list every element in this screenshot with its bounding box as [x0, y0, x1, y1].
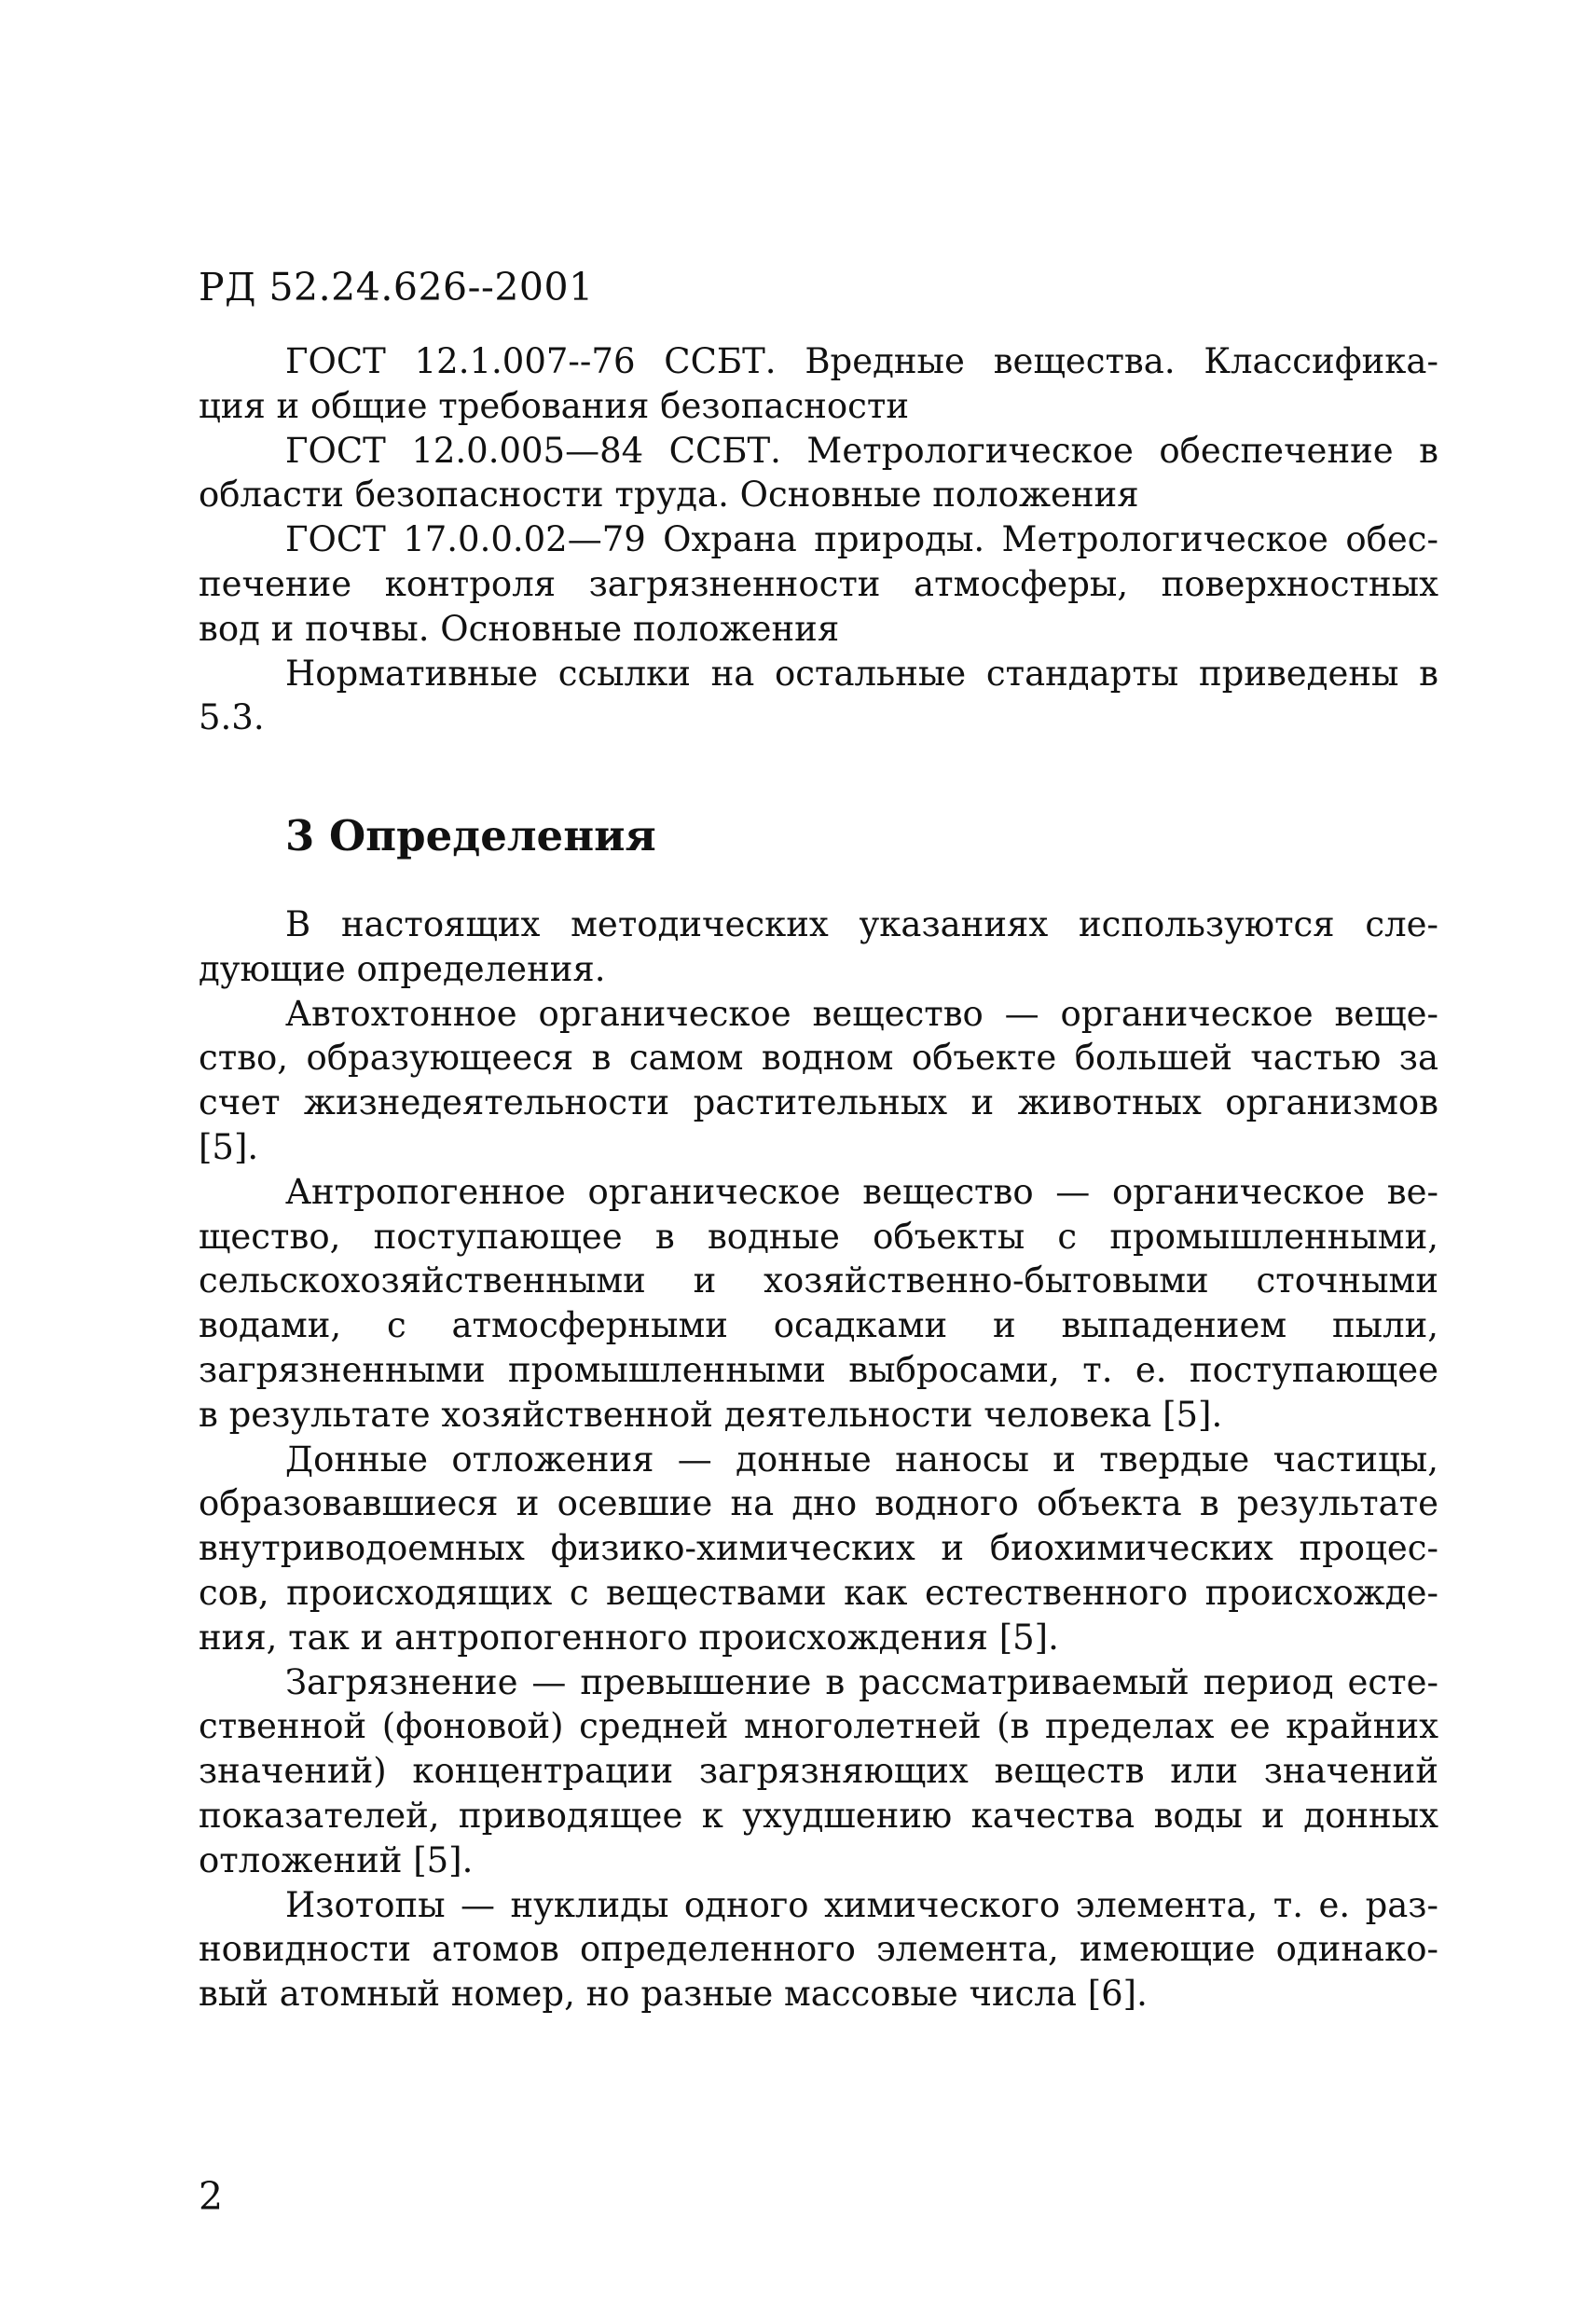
- paragraph: [199, 652, 1438, 741]
- text-line: [5].: [199, 1126, 259, 1167]
- text-line: загрязненными промышленными выбросами, т. е. поступающее: [199, 1349, 1438, 1390]
- text-line: ния, так и антропогенного происхождения [5].: [199, 1617, 1059, 1658]
- text-line: ция и общие требования безопасности: [199, 385, 910, 426]
- document-header: РД 52.24.626--2001: [199, 265, 594, 310]
- paragraph: [199, 992, 1438, 1170]
- text-line: сельскохозяйственными и хозяйственно-бытовыми сточными: [199, 1260, 1438, 1301]
- text-line: значений) концентрации загрязняющих веществ или значений: [199, 1751, 1438, 1792]
- paragraph: [199, 429, 1438, 518]
- text-line: ство, образующееся в самом водном объекте большей частью за: [199, 1038, 1438, 1079]
- text-line: ГОСТ 12.0.005—84 ССБТ. Метрологическое обеспечение в: [285, 430, 1438, 471]
- text-line: в результате хозяйственной деятельности человека [5].: [199, 1394, 1223, 1435]
- text-line: области безопасности труда. Основные положения: [199, 475, 1139, 516]
- text-line: водами, с атмосферными осадками и выпадением пыли,: [199, 1305, 1438, 1346]
- paragraph: [199, 1170, 1438, 1438]
- text-line: внутриводоемных физико-химических и биохимических процес-: [199, 1528, 1438, 1569]
- paragraph: [199, 902, 1438, 992]
- normative-references: [199, 339, 1438, 740]
- paragraph: [199, 1883, 1438, 2017]
- text-line: вод и почвы. Основные положения: [199, 608, 840, 649]
- paragraph: [199, 1438, 1438, 1660]
- paragraph: [199, 517, 1438, 651]
- text-line: печение контроля загрязненности атмосферы, поверхностных: [199, 563, 1438, 604]
- text-line: дующие определения.: [199, 948, 606, 989]
- paragraph: [199, 339, 1438, 429]
- text-line: В настоящих методических указаниях используются сле-: [285, 904, 1438, 944]
- text-line: Автохтонное органическое вещество — органическое веще-: [285, 993, 1438, 1034]
- text-line: отложений [5].: [199, 1839, 474, 1880]
- paragraph: [199, 1660, 1438, 1883]
- text-line: Изотопы — нуклиды одного химического элемента, т. е. раз-: [285, 1884, 1438, 1925]
- text-line: щество, поступающее в водные объекты с промышленными,: [199, 1216, 1438, 1257]
- definitions: [199, 902, 1438, 2017]
- text-line: ственной (фоновой) средней многолетней (в пределах ее крайних: [199, 1706, 1438, 1747]
- text-line: Донные отложения — донные наносы и твердые частицы,: [285, 1439, 1438, 1480]
- page-number: 2: [199, 2174, 224, 2219]
- text-line: образовавшиеся и осевшие на дно водного объекта в результате: [199, 1483, 1438, 1524]
- text-line: ГОСТ 12.1.007--76 ССБТ. Вредные вещества. Классифика-: [285, 341, 1438, 381]
- text-line: ГОСТ 17.0.0.02—79 Охрана природы. Метрологическое обес-: [285, 519, 1438, 560]
- text-line: Антропогенное органическое вещество — органическое ве-: [285, 1171, 1438, 1212]
- text-line: счет жизнедеятельности растительных и животных организмов: [199, 1082, 1438, 1123]
- section-title: 3 Определения: [285, 811, 656, 860]
- text-line: показателей, приводящее к ухудшению качества воды и донных: [199, 1795, 1438, 1836]
- text-line: Загрязнение — превышение в рассматриваемый период есте-: [285, 1661, 1438, 1702]
- text-line: сов, происходящих с веществами как естественного происхожде-: [199, 1572, 1438, 1613]
- text-line: 5.3.: [199, 697, 265, 738]
- text-line: новидности атомов определенного элемента, имеющие одинако-: [199, 1929, 1438, 1970]
- text-line: вый атомный номер, но разные массовые числа [6].: [199, 1974, 1148, 2015]
- text-line: Нормативные ссылки на остальные стандарты приведены в: [285, 653, 1438, 694]
